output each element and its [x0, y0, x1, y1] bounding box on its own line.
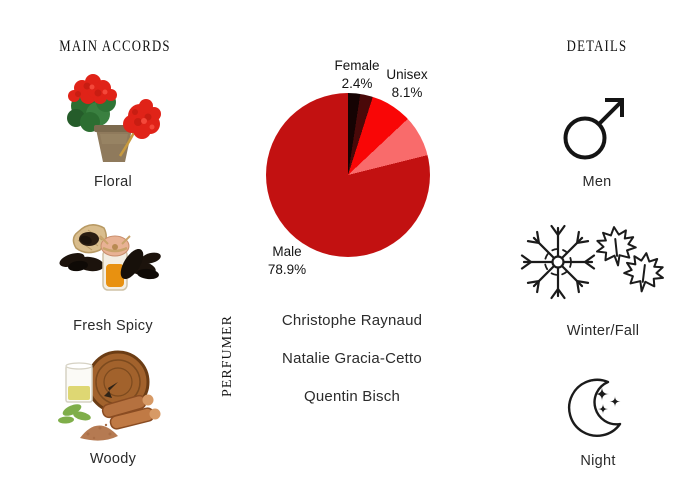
pie-callout-unisex-pct: 8.1% — [391, 84, 423, 100]
accord-item-floral — [62, 72, 166, 166]
detail-label-men: Men — [582, 174, 612, 190]
pie-callout-female-pct: 2.4% — [341, 75, 373, 91]
pie-callout-male-name: Male — [272, 244, 302, 259]
pie-callout-male-pct: 78.9% — [267, 261, 307, 277]
main-accords-heading: MAIN ACCORDS — [59, 38, 171, 55]
accord-image-floral — [62, 72, 166, 166]
detail-item-night — [558, 372, 632, 446]
accord-image-fresh-spicy — [56, 206, 164, 302]
snowflake-icon — [522, 226, 594, 298]
crescent-moon-stars-icon — [558, 372, 632, 446]
pie-callout-unisex — [376, 66, 438, 102]
pie-callout-male — [253, 243, 321, 279]
mars-icon — [562, 92, 628, 162]
detail-item-men — [562, 92, 628, 162]
gender-pie-chart — [266, 93, 430, 257]
pie-callout-female-name: Female — [334, 58, 380, 73]
accord-label-fresh-spicy: Fresh Spicy — [73, 318, 153, 334]
accord-item-fresh-spicy — [56, 206, 164, 302]
accord-image-woody — [54, 348, 164, 446]
detail-item-winter-fall — [518, 220, 674, 306]
accord-item-woody — [54, 348, 164, 446]
pie-callout-unisex-name: Unisex — [386, 67, 428, 82]
perfumer-name: Christophe Raynaud — [281, 312, 423, 329]
perfumer-name: Natalie Gracia-Cetto — [282, 350, 422, 367]
accord-label-woody: Woody — [89, 451, 137, 467]
perfumer-heading: PERFUMER — [220, 315, 235, 397]
maple-leaf-icon — [595, 225, 666, 294]
accord-label-floral: Floral — [93, 174, 133, 190]
snowflake-and-maple-leaves-icon — [518, 220, 674, 306]
detail-label-winter-fall: Winter/Fall — [566, 323, 640, 339]
detail-label-night: Night — [580, 453, 616, 469]
details-heading: DETAILS — [566, 38, 628, 55]
perfumer-name: Quentin Bisch — [304, 388, 400, 405]
